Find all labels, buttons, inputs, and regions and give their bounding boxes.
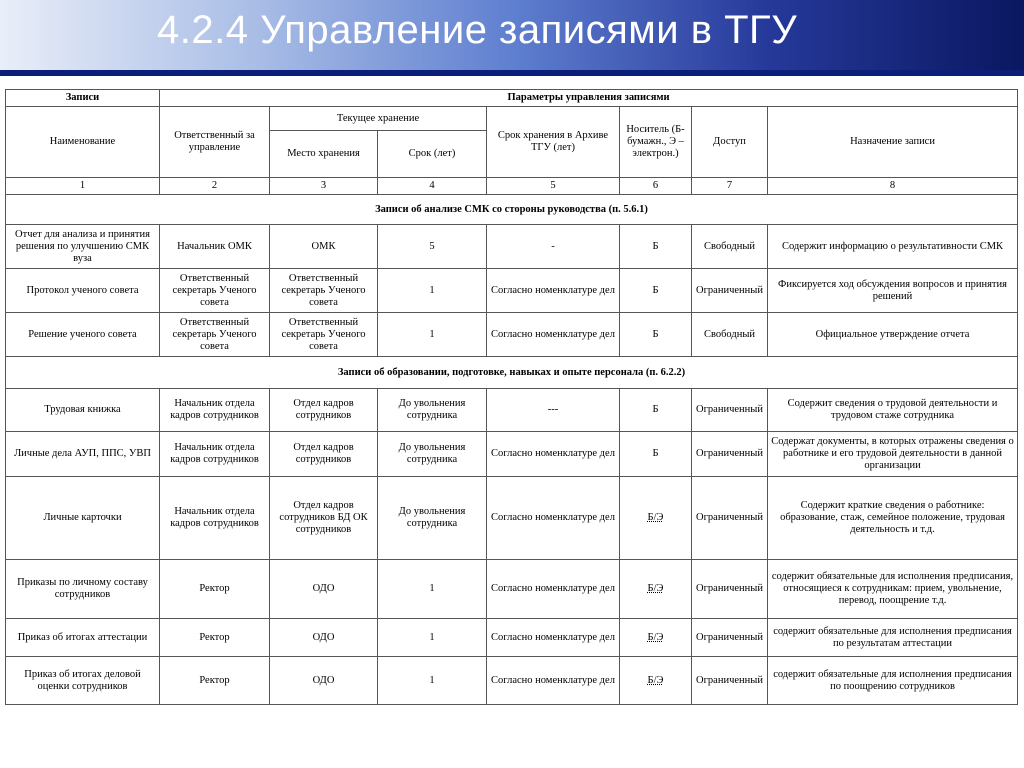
column-number: 5 xyxy=(487,178,620,195)
cell-access: Свободный xyxy=(692,313,768,357)
cell-term: 5 xyxy=(378,225,487,269)
header-archive-term: Срок хранения в Архиве ТГУ (лет) xyxy=(487,107,620,178)
cell-responsible: Начальник отдела кадров сотрудников xyxy=(160,389,270,432)
cell-responsible: Ответственный секретарь Ученого совета xyxy=(160,269,270,313)
cell-archive: - xyxy=(487,225,620,269)
cell-purpose: Содержат документы, в которых отражены сведения о работнике и его трудовой деятельности в данной организации xyxy=(768,432,1018,477)
cell-name: Личные дела АУП, ППС, УВП xyxy=(6,432,160,477)
header-carrier: Носитель (Б-бумажн., Э – электрон.) xyxy=(620,107,692,178)
column-number-row xyxy=(6,178,1018,195)
cell-archive: Согласно номенклатуре дел xyxy=(487,560,620,619)
cell-archive: Согласно номенклатуре дел xyxy=(487,269,620,313)
cell-term: 1 xyxy=(378,313,487,357)
cell-responsible: Начальник ОМК xyxy=(160,225,270,269)
cell-carrier: Б/Э xyxy=(620,560,692,619)
cell-purpose: Фиксируется ход обсуждения вопросов и принятия решений xyxy=(768,269,1018,313)
column-number: 6 xyxy=(620,178,692,195)
section-row xyxy=(6,357,1018,389)
cell-purpose: содержит обязательные для исполнения предписания по результатам аттестации xyxy=(768,619,1018,657)
cell-carrier: Б xyxy=(620,313,692,357)
cell-term: До увольнения сотрудника xyxy=(378,432,487,477)
cell-place: Ответственный секретарь Ученого совета xyxy=(270,313,378,357)
table-row xyxy=(6,477,1018,560)
records-table xyxy=(5,89,1018,705)
cell-carrier: Б xyxy=(620,225,692,269)
cell-purpose: Содержит краткие сведения о работнике: образование, стаж, семейное положение, трудовая деятельность и т.д. xyxy=(768,477,1018,560)
header-purpose: Назначение записи xyxy=(768,107,1018,178)
cell-responsible: Ректор xyxy=(160,560,270,619)
cell-access: Ограниченный xyxy=(692,477,768,560)
cell-name: Приказ об итогах деловой оценки сотрудников xyxy=(6,657,160,705)
cell-responsible: Ректор xyxy=(160,657,270,705)
cell-responsible: Начальник отдела кадров сотрудников xyxy=(160,432,270,477)
cell-name: Решение ученого совета xyxy=(6,313,160,357)
column-number: 3 xyxy=(270,178,378,195)
header-place: Место хранения xyxy=(270,131,378,178)
table-row xyxy=(6,313,1018,357)
cell-place: Ответственный секретарь Ученого совета xyxy=(270,269,378,313)
cell-carrier: Б xyxy=(620,389,692,432)
column-number: 7 xyxy=(692,178,768,195)
slide-title: 4.2.4 Управление записями в ТГУ xyxy=(157,8,798,52)
cell-place: Отдел кадров сотрудников xyxy=(270,432,378,477)
cell-name: Трудовая книжка xyxy=(6,389,160,432)
header-name: Наименование xyxy=(6,107,160,178)
cell-place: ОДО xyxy=(270,619,378,657)
header-row-1 xyxy=(6,90,1018,107)
cell-responsible: Начальник отдела кадров сотрудников xyxy=(160,477,270,560)
cell-purpose: содержит обязательные для исполнения предписания, относящиеся к сотрудникам: прием, увольнение, перевод, поощрение т.д. xyxy=(768,560,1018,619)
column-number: 2 xyxy=(160,178,270,195)
table-row xyxy=(6,269,1018,313)
cell-place: ОМК xyxy=(270,225,378,269)
cell-place: Отдел кадров сотрудников БД ОК сотрудников xyxy=(270,477,378,560)
table-row xyxy=(6,389,1018,432)
column-number: 1 xyxy=(6,178,160,195)
header-current-storage: Текущее хранение xyxy=(270,107,487,131)
cell-responsible: Ответственный секретарь Ученого совета xyxy=(160,313,270,357)
cell-name: Личные карточки xyxy=(6,477,160,560)
cell-name: Отчет для анализа и принятия решения по улучшению СМК вуза xyxy=(6,225,160,269)
cell-archive: Согласно номенклатуре дел xyxy=(487,432,620,477)
cell-term: До увольнения сотрудника xyxy=(378,477,487,560)
cell-name: Протокол ученого совета xyxy=(6,269,160,313)
table-row xyxy=(6,657,1018,705)
cell-term: До увольнения сотрудника xyxy=(378,389,487,432)
cell-access: Ограниченный xyxy=(692,389,768,432)
banner-divider xyxy=(0,70,1024,76)
cell-access: Свободный xyxy=(692,225,768,269)
cell-place: Отдел кадров сотрудников xyxy=(270,389,378,432)
table-row xyxy=(6,560,1018,619)
header-responsible: Ответственный за управление xyxy=(160,107,270,178)
cell-access: Ограниченный xyxy=(692,432,768,477)
cell-place: ОДО xyxy=(270,657,378,705)
header-row-2 xyxy=(6,107,1018,131)
cell-term: 1 xyxy=(378,657,487,705)
cell-name: Приказы по личному составу сотрудников xyxy=(6,560,160,619)
cell-purpose: содержит обязательные для исполнения предписания по поощрению сотрудников xyxy=(768,657,1018,705)
cell-purpose: Содержит информацию о результативности СМК xyxy=(768,225,1018,269)
cell-purpose: Официальное утверждение отчета xyxy=(768,313,1018,357)
cell-carrier: Б xyxy=(620,269,692,313)
cell-carrier: Б/Э xyxy=(620,619,692,657)
cell-carrier: Б/Э xyxy=(620,657,692,705)
column-number: 4 xyxy=(378,178,487,195)
cell-term: 1 xyxy=(378,619,487,657)
cell-carrier: Б/Э xyxy=(620,477,692,560)
cell-archive: Согласно номенклатуре дел xyxy=(487,477,620,560)
cell-carrier: Б xyxy=(620,432,692,477)
header-params: Параметры управления записями xyxy=(160,90,1018,107)
cell-term: 1 xyxy=(378,560,487,619)
cell-access: Ограниченный xyxy=(692,619,768,657)
cell-purpose: Содержит сведения о трудовой деятельности и трудовом стаже сотрудника xyxy=(768,389,1018,432)
column-number: 8 xyxy=(768,178,1018,195)
cell-access: Ограниченный xyxy=(692,657,768,705)
cell-access: Ограниченный xyxy=(692,269,768,313)
header-records: Записи xyxy=(6,90,160,107)
section-row xyxy=(6,195,1018,225)
table-row xyxy=(6,619,1018,657)
cell-archive: Согласно номенклатуре дел xyxy=(487,619,620,657)
cell-access: Ограниченный xyxy=(692,560,768,619)
cell-archive: Согласно номенклатуре дел xyxy=(487,313,620,357)
header-access: Доступ xyxy=(692,107,768,178)
cell-archive: --- xyxy=(487,389,620,432)
section-title-personnel: Записи об образовании, подготовке, навыках и опыте персонала (п. 6.2.2) xyxy=(6,357,1018,389)
cell-term: 1 xyxy=(378,269,487,313)
cell-name: Приказ об итогах аттестации xyxy=(6,619,160,657)
table-row xyxy=(6,432,1018,477)
cell-archive: Согласно номенклатуре дел xyxy=(487,657,620,705)
cell-responsible: Ректор xyxy=(160,619,270,657)
section-title-management-review: Записи об анализе СМК со стороны руководства (п. 5.6.1) xyxy=(6,195,1018,225)
table-row xyxy=(6,225,1018,269)
header-term: Срок (лет) xyxy=(378,131,487,178)
cell-place: ОДО xyxy=(270,560,378,619)
